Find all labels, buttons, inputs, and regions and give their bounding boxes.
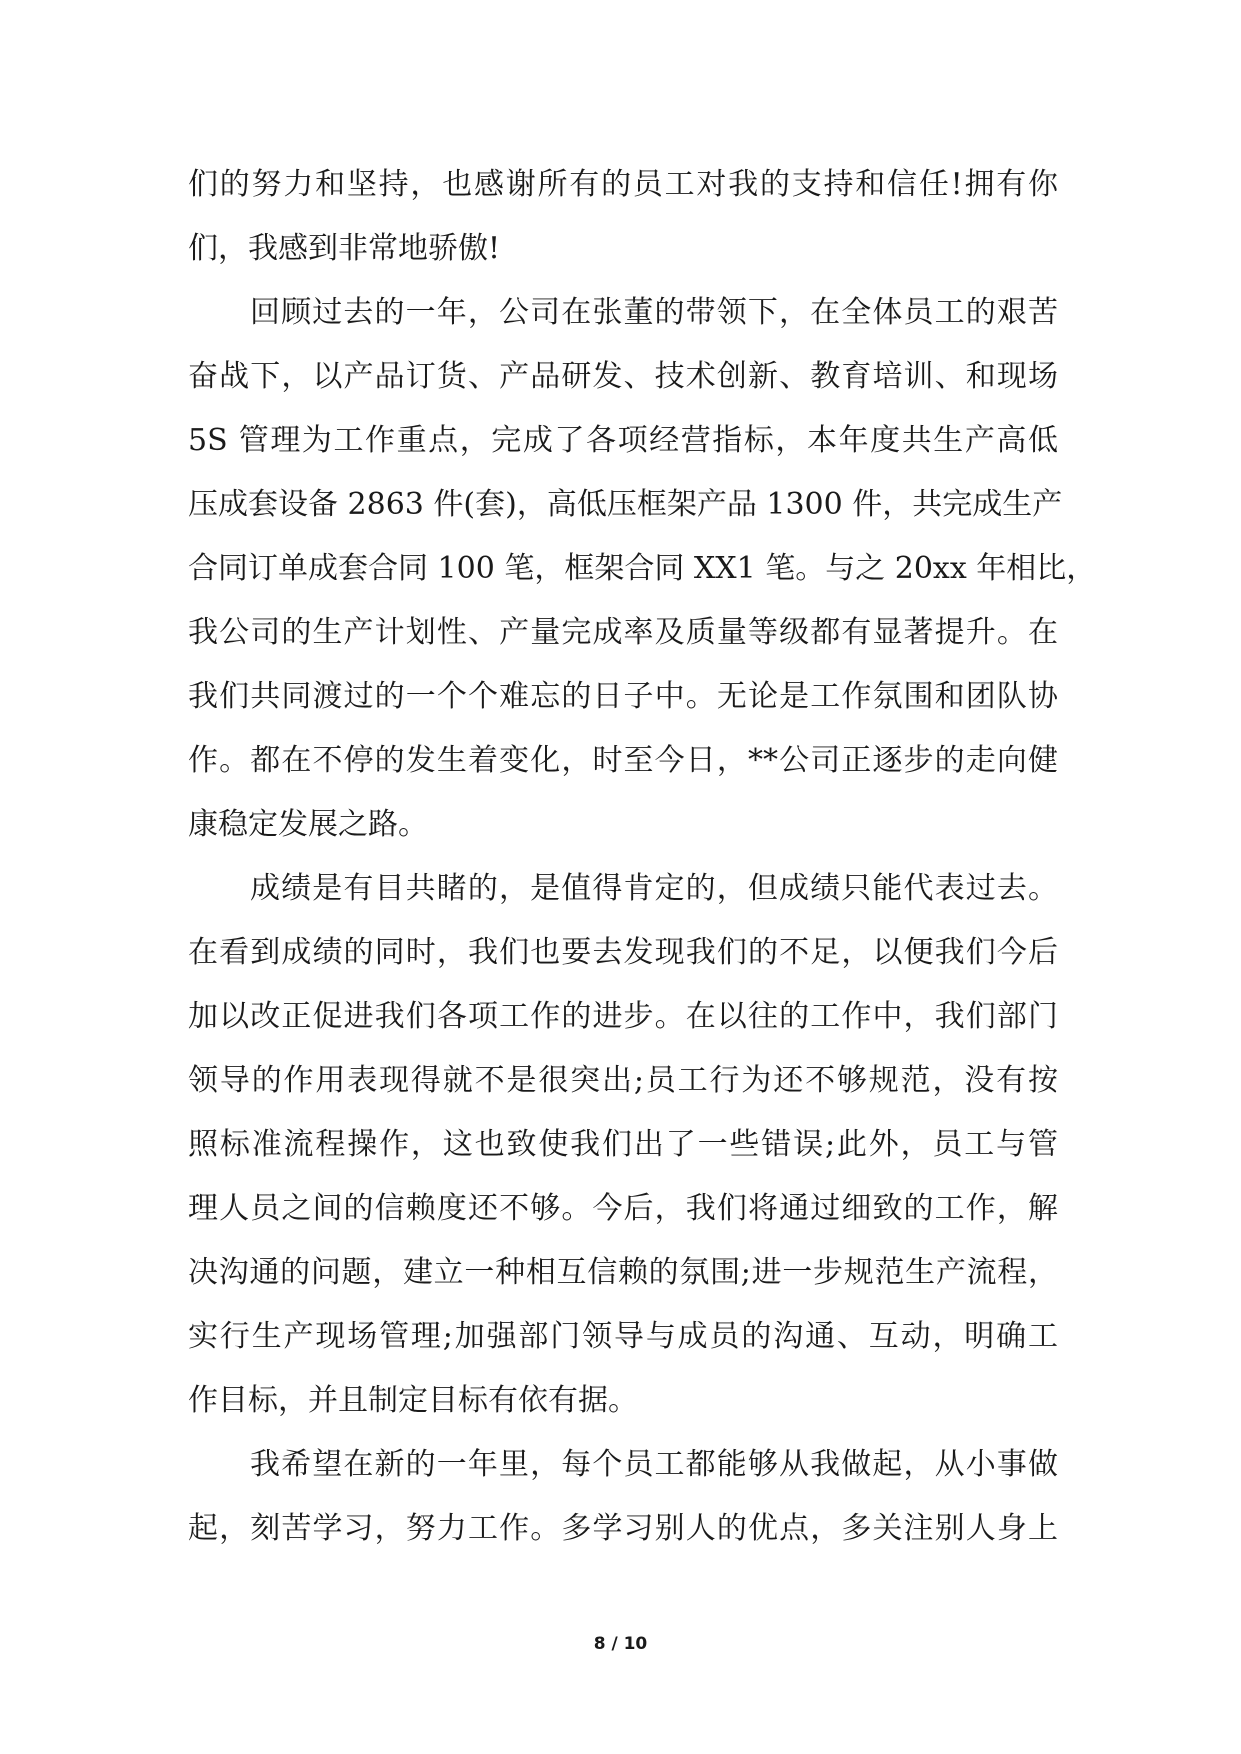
text-line: 我们共同渡过的一个个难忘的日子中。无论是工作氛围和团队协: [188, 679, 1058, 714]
text-line: 起，刻苦学习，努力工作。多学习别人的优点，多关注别人身上: [188, 1511, 1058, 1546]
text-line: 照标准流程操作，这也致使我们出了一些错误;此外，员工与管: [188, 1127, 1058, 1162]
paragraph: [188, 857, 1058, 1433]
text-line: 实行生产现场管理;加强部门领导与成员的沟通、互动，明确工: [188, 1319, 1058, 1354]
text-line: 回顾过去的一年，公司在张董的带领下，在全体员工的艰苦: [250, 295, 1058, 330]
text-line: 们的努力和坚持，也感谢所有的员工对我的支持和信任!拥有你: [188, 167, 1058, 202]
text-line: 奋战下，以产品订货、产品研发、技术创新、教育培训、和现场: [188, 359, 1058, 394]
text-line: 作目标，并且制定目标有依有据。: [188, 1383, 638, 1418]
text-line: 成绩是有目共睹的，是值得肯定的，但成绩只能代表过去。: [250, 871, 1058, 906]
text-line: 压成套设备 2863 件(套)，高低压框架产品 1300 件，共完成生产: [188, 487, 1063, 522]
text-line: 康稳定发展之路。: [188, 807, 428, 842]
text-line: 决沟通的问题，建立一种相互信赖的氛围;进一步规范生产流程，: [188, 1255, 1058, 1290]
text-line: 我公司的生产计划性、产量完成率及质量等级都有显著提升。在: [188, 615, 1058, 650]
text-line: 领导的作用表现得就不是很突出;员工行为还不够规范，没有按: [188, 1063, 1058, 1098]
text-line: 作。都在不停的发生着变化，时至今日，**公司正逐步的走向健: [188, 743, 1058, 778]
text-line: 理人员之间的信赖度还不够。今后，我们将通过细致的工作，解: [188, 1191, 1058, 1226]
text-line: 我希望在新的一年里，每个员工都能够从我做起，从小事做: [250, 1447, 1058, 1482]
paragraph: [188, 153, 1058, 281]
text-line: 们，我感到非常地骄傲!: [188, 231, 501, 266]
text-line: 5S 管理为工作重点，完成了各项经营指标，本年度共生产高低: [188, 423, 1058, 458]
page-number: 8 / 10: [593, 1634, 648, 1654]
text-line: 在看到成绩的同时，我们也要去发现我们的不足，以便我们今后: [188, 935, 1058, 970]
text-line: 合同订单成套合同 100 笔，框架合同 XX1 笔。与之 20xx 年相比，: [188, 551, 1097, 586]
document-body: [188, 153, 1097, 1561]
text-line: 加以改正促进我们各项工作的进步。在以往的工作中，我们部门: [188, 999, 1058, 1034]
paragraph: [188, 1433, 1058, 1561]
paragraph: [188, 281, 1097, 857]
